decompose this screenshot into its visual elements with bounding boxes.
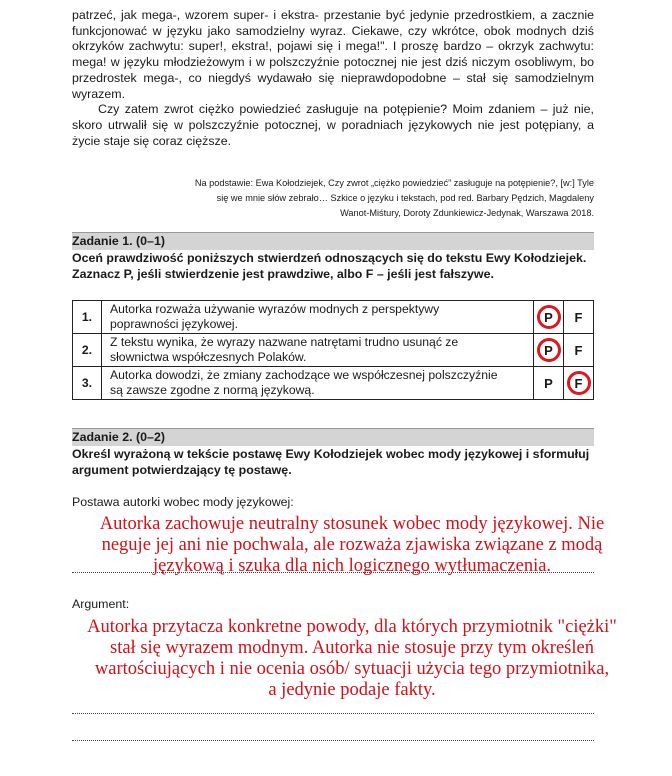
handwritten-line: stał się wyrazem modnym. Autorka nie stosuje przy tym określeń [110, 638, 594, 658]
passage-paragraph-1 [72, 8, 594, 102]
option-label: P [544, 375, 553, 391]
handwritten-line: Autorka zachowuje neutralny stosunek wobec mody językowej. Nie [99, 514, 605, 534]
row-number: 2. [73, 334, 102, 367]
option-label: F [574, 375, 583, 391]
handwritten-line: Autorka przytacza konkretne powody, dla których przymiotnik "ciężki" [87, 617, 617, 637]
statement [102, 367, 534, 400]
statement-line: Autorka rozważa używanie wyrazów modnych z perspektywy [110, 302, 440, 316]
handwritten-line: językową i szuka dla nich logicznego wytłumaczenia. [152, 556, 552, 576]
option-label: P [544, 309, 553, 325]
passage-line: a życie staje się coraz cięższe. [72, 117, 594, 148]
task1-command [72, 250, 594, 282]
passage-line: Czy zatem zwrot ciężko powiedzieć zasługuje na potępienie? Moim zdaniem – już nie, [98, 102, 594, 117]
passage-line: okrzyków zachwytu: super!, ekstra!, pojawi się i mega!". I proszę bardzo – okrzyk zachwytu: [72, 39, 594, 54]
source-citation [124, 176, 594, 221]
table-row [73, 334, 594, 367]
passage-line: funkcjonować w języku jako samodzielny wyraz. Ciekawe, czy wkrótce, obok modnych dziś [72, 23, 594, 38]
handwritten-line: neguje jej ani nie pochwala, ale rozważa zjawiska związane z modą [101, 535, 603, 555]
task1-command-line: Oceń prawdziwość poniższych stwierdzeń odnoszących się do tekstu Ewy Kołodziejek. [72, 251, 587, 265]
option-f[interactable] [564, 301, 594, 334]
passage-line: przedrostek mega-, co niegdyś wydawało się nieprawdopodobne – stał się samodzielnym [72, 70, 594, 85]
table-row [73, 367, 594, 400]
task2-title: Zadanie 2. (0–2) [72, 428, 594, 446]
answer-line [72, 740, 594, 741]
statement-line: Autorka dowodzi, że zmiany zachodzące we współczesnej polszczyźnie [110, 368, 498, 382]
passage-line: skoro utrwalił się w polszczyźnie potocznej, w poradniach językowych nie jest potępiany, [72, 117, 582, 132]
answer-line [72, 713, 594, 714]
handwritten-line: wartościujących i nie ocenia osób/ sytuacji użycia tego przymiotnika, [94, 659, 610, 679]
option-f[interactable] [564, 334, 594, 367]
source-line: Wanot-Miśtury, Doroty Zdunkiewicz-Jedynak, Warszawa 2018. [340, 208, 594, 218]
selection-circle [537, 305, 561, 329]
passage [72, 8, 594, 149]
task1-command-line: Zaznacz P, jeśli stwierdzenie jest prawdziwe, albo F – jeśli jest fałszywe. [72, 267, 494, 281]
handwritten-line: a jedynie podaje fakty. [268, 680, 436, 700]
statement [102, 334, 534, 367]
attitude-answer[interactable] [36, 514, 668, 577]
argument-label: Argument: [72, 597, 130, 611]
option-p[interactable] [534, 334, 564, 367]
true-false-table [72, 300, 594, 400]
option-label: F [574, 309, 583, 325]
statement-line: poprawności językowej. [110, 317, 239, 331]
task2-command-line: Określ wyrażoną w tekście postawę Ewy Kołodziejek wobec mody językowej i sformułuj [72, 447, 590, 461]
row-number: 1. [73, 301, 102, 334]
passage-line: mega! w języku młodzieżowym i w polszczyźnie potocznej nie jest dziś niczym osobliwym, bo [72, 55, 594, 70]
table-row [73, 301, 594, 334]
row-number: 3. [73, 367, 102, 400]
option-f[interactable] [564, 367, 594, 400]
task2-command [72, 446, 594, 478]
option-p[interactable] [534, 301, 564, 334]
passage-paragraph-2 [72, 102, 594, 149]
statement-line: są zawsze zgodne z normą językową. [110, 383, 315, 397]
statement-line: Z tekstu wynika, że wyrazy nazwane natrętami trudno usunąć ze [110, 335, 459, 349]
selection-circle [567, 371, 591, 395]
statement-line: słownictwa współczesnych Polaków. [110, 350, 307, 364]
option-label: P [544, 342, 553, 358]
passage-line: patrzeć, jak mega-, wzorem super- i ekstra- przestanie być jedynie przedrostkiem, a zacznie [72, 8, 594, 22]
attitude-label: Postawa autorki wobec mody językowej: [72, 495, 294, 509]
statement [102, 301, 534, 334]
task1-title: Zadanie 1. (0–1) [72, 232, 594, 250]
argument-answer[interactable] [36, 617, 668, 701]
source-line: Na podstawie: Ewa Kołodziejek, Czy zwrot „ciężko powiedzieć” zasługuje na potępienie?, [w:] Tyle [194, 178, 594, 188]
option-label: F [574, 342, 583, 358]
option-p[interactable] [534, 367, 564, 400]
task2-command-line: argument potwierdzający tę postawę. [72, 463, 292, 477]
passage-line: wyrazem. [72, 86, 126, 101]
selection-circle [537, 338, 561, 362]
source-line: się we mnie słów zebrało… Szkice o języku i tekstach, pod red. Barbary Pędzich, Magdaleny [216, 193, 594, 203]
